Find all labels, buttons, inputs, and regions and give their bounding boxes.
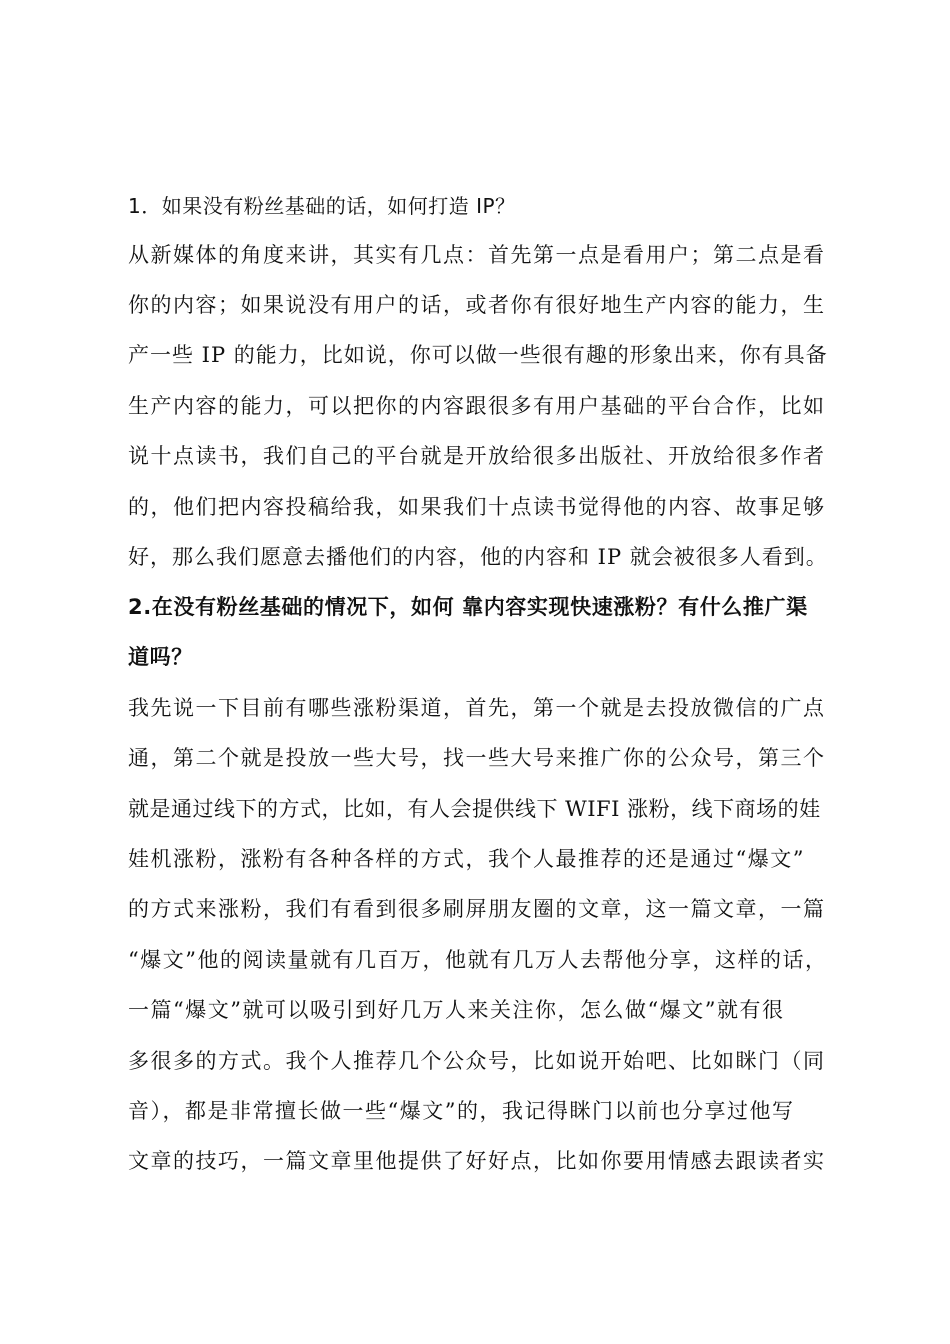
answer-2-line: 通，第二个就是投放一些大号，找一些大号来推广你的公众号，第三个 bbox=[128, 746, 826, 770]
answer-2-line: 音），都是非常擅长做一些“爆文”的，我记得眯门以前也分享过他写 bbox=[128, 1099, 795, 1123]
answer-1-line: 的，他们把内容投稿给我，如果我们十点读书觉得他的内容、故事足够 bbox=[128, 495, 826, 519]
answer-1-line: 生产内容的能力，可以把你的内容跟很多有用户基础的平台合作，比如 bbox=[128, 394, 826, 418]
answer-2-line: 娃机涨粉，涨粉有各种各样的方式，我个人最推荐的还是通过“爆文” bbox=[128, 847, 805, 871]
answer-2-line: 就是通过线下的方式，比如，有人会提供线下 WIFI 涨粉，线下商场的娃 bbox=[128, 797, 821, 821]
answer-1-line: 好，那么我们愿意去播他们的内容，他的内容和 IP 就会被很多人看到。 bbox=[128, 545, 828, 569]
answer-2-line: 文章的技巧，一篇文章里他提供了好好点，比如你要用情感去跟读者实 bbox=[128, 1149, 826, 1173]
answer-1-line: 从新媒体的角度来讲，其实有几点：首先第一点是看用户；第二点是看 bbox=[128, 243, 826, 267]
answer-2-line: 的方式来涨粉，我们有看到很多刷屏朋友圈的文章，这一篇文章，一篇 bbox=[128, 897, 826, 921]
answer-2-line: 一篇“爆文”就可以吸引到好几万人来关注你，怎么做“爆文”就有很 bbox=[128, 998, 785, 1022]
answer-2-line: 我先说一下目前有哪些涨粉渠道，首先，第一个就是去投放微信的广点 bbox=[128, 696, 826, 720]
answer-1-line: 你的内容；如果说没有用户的话，或者你有很好地生产内容的能力，生 bbox=[128, 293, 826, 317]
question-2-heading: 2.在没有粉丝基础的情况下，如何 靠内容实现快速涨粉？有什么推广渠 bbox=[128, 595, 808, 619]
answer-1-line: 产一些 IP 的能力，比如说，你可以做一些很有趣的形象出来，你有具备 bbox=[128, 343, 828, 367]
answer-2-line: 多很多的方式。我个人推荐几个公众号，比如说开始吧、比如眯门（同 bbox=[128, 1049, 826, 1073]
answer-1-line: 说十点读书，我们自己的平台就是开放给很多出版社、开放给很多作者 bbox=[128, 444, 826, 468]
question-2-heading: 道吗？ bbox=[128, 645, 193, 669]
question-1-heading: 1．如果没有粉丝基础的话，如何打造 IP？ bbox=[128, 194, 516, 218]
answer-2-line: “爆文”他的阅读量就有几百万，他就有几万人去帮他分享，这样的话， bbox=[128, 948, 828, 972]
